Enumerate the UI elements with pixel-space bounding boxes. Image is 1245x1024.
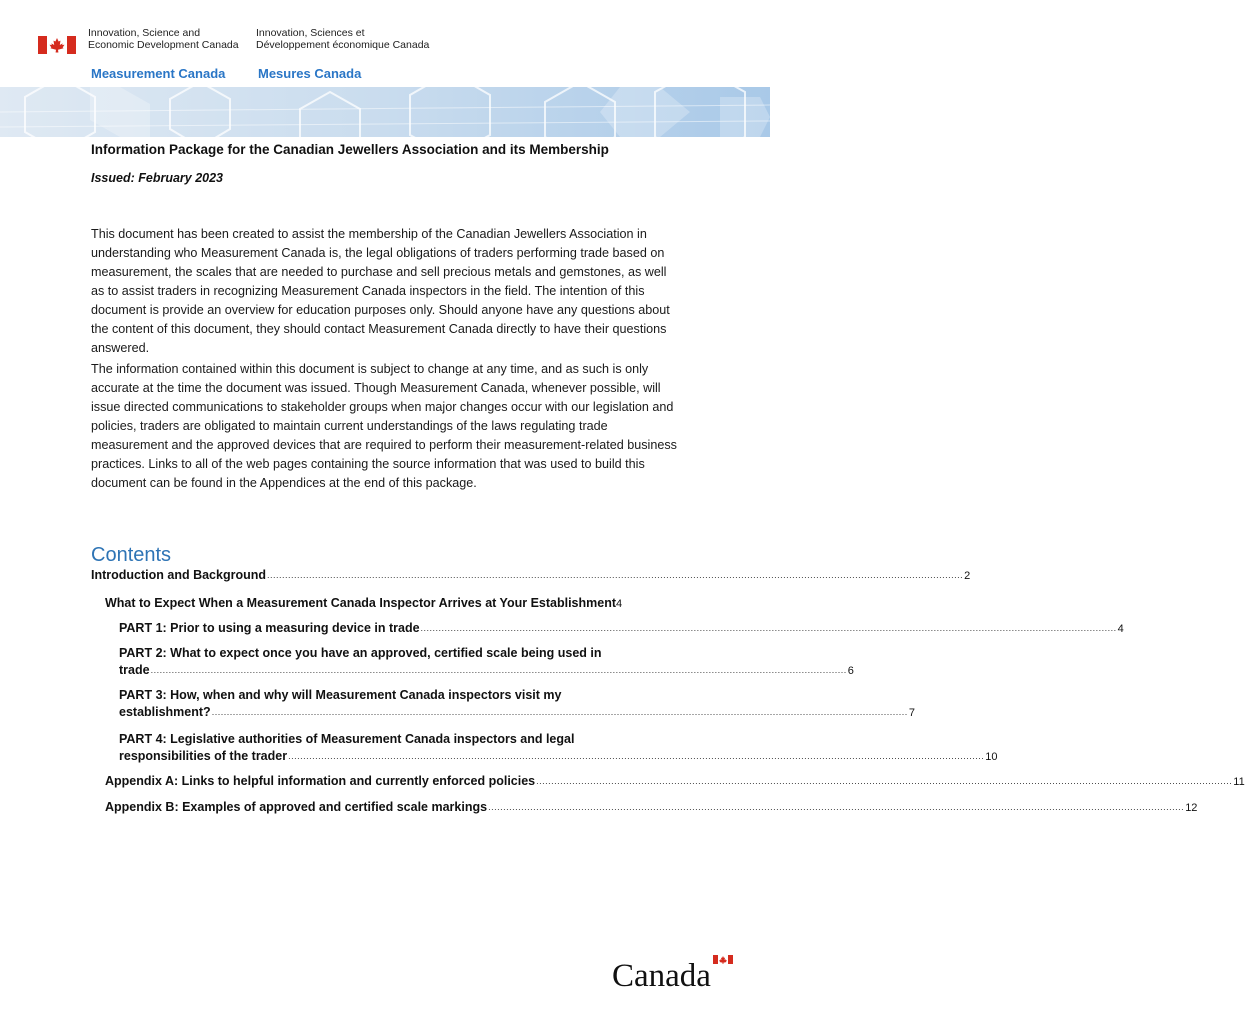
toc-leader: ........................................................................................................................................................................................................................................: [536, 776, 1233, 786]
toc-page-number: 7: [908, 707, 915, 719]
toc-entry-introduction[interactable]: [91, 568, 971, 582]
toc-entry-title-cont: establishment?: [119, 705, 211, 719]
canada-wordmark-text: Canada: [612, 958, 711, 994]
toc-entry-title: Appendix B: Examples of approved and certified scale markings: [105, 800, 488, 814]
toc-entry-appendix-b[interactable]: [105, 800, 1198, 814]
toc-entry-title-cont: trade: [119, 663, 150, 677]
department-name-french: [256, 27, 429, 51]
toc-page-number: 11: [1233, 776, 1245, 788]
toc-entry-title: PART 1: Prior to using a measuring device in trade: [119, 621, 420, 635]
toc-leader: ........................................................................................................................................................................................................................................: [267, 570, 964, 580]
intro-paragraph-2: The information contained within this document is subject to change at any time, and as such is only accurate at the time the document was issued. Though Measurement Canada, whenever possible, will issue directed communications to stakeholder groups when major changes occur with our legislation and policies, traders are obligated to maintain current understandings of the laws regulating trade measurement and the approved devices that are required to perform their measurement-related business practices. Links to all of the web pages containing the source information that was used to build this document can be found in the Appendices at the end of this package.: [91, 362, 677, 490]
toc-entry-continuation: [119, 749, 998, 763]
toc-entry-part-3[interactable]: [119, 688, 915, 719]
issued-date: Issued: February 2023: [91, 171, 224, 185]
toc-leader: ........................................................................................................................................................................................................................................: [420, 623, 1117, 633]
toc-entry-title: Introduction and Background: [91, 568, 266, 582]
wordmark-flag-icon: [713, 955, 733, 964]
toc-entry-continuation: [119, 705, 915, 719]
toc-page-number: 2: [964, 570, 971, 582]
dept-fr-line2: Développement économique Canada: [256, 39, 430, 51]
toc-entry-title: What to Expect When a Measurement Canada Inspector Arrives at Your Establishment: [105, 596, 617, 610]
measurement-canada-label: Measurement Canada: [91, 66, 226, 81]
toc-entry-part-4[interactable]: [119, 732, 998, 763]
toc-entry-title-cont: responsibilities of the trader: [119, 749, 288, 763]
intro-paragraph-1: This document has been created to assist the membership of the Canadian Jewellers Association in understanding who Measurement Canada is, the legal obligations of traders performing trade based on measurement, the scales that are needed to purchase and sell precious metals and gemstones, as well as to assist traders in recognizing Measurement Canada inspectors in the field. The intention of this document is provide an overview for education purposes only. Should anyone have any questions about the content of this document, they should contact Measurement Canada directly to have their questions answered.: [91, 227, 670, 355]
canada-wordmark-logo: [612, 952, 734, 992]
toc-leader: ........................................................................................................................................................................................................................................: [150, 665, 847, 675]
canada-flag-icon: [38, 36, 76, 54]
toc-entry-part-2[interactable]: [119, 646, 854, 677]
toc-entry-title: PART 4: Legislative authorities of Measurement Canada inspectors and legal: [119, 732, 575, 746]
toc-leader: ........................................................................................................................................................................................................................................: [288, 751, 985, 761]
toc-page-number: 10: [985, 751, 998, 763]
toc-leader: ........................................................................................................................................................................................................................................: [488, 802, 1185, 812]
toc-entry-title: PART 2: What to expect once you have an approved, certified scale being used in: [119, 646, 602, 660]
toc-page-number: 4: [1117, 623, 1124, 635]
dept-en-line2: Economic Development Canada: [88, 39, 239, 51]
dept-en-line1: Innovation, Science and: [88, 27, 201, 39]
toc-entry-what-to-expect[interactable]: [105, 596, 679, 610]
toc-page-number: 4: [616, 598, 623, 610]
department-name-english: [88, 27, 239, 51]
toc-page-number: 12: [1185, 802, 1198, 814]
document-title: Information Package for the Canadian Jewellers Association and its Membership: [91, 142, 609, 157]
header-banner: [0, 87, 770, 137]
toc-entry-part-1[interactable]: [119, 621, 1124, 635]
dept-fr-line1: Innovation, Sciences et: [256, 27, 365, 39]
toc-entry-appendix-a[interactable]: [105, 774, 1245, 788]
toc-entry-continuation: [119, 663, 854, 677]
toc-page-number: 6: [847, 665, 854, 677]
toc-leader: ........................................................................................................................................................................................................................................: [211, 707, 908, 717]
toc-entry-title: PART 3: How, when and why will Measurement Canada inspectors visit my: [119, 688, 562, 702]
toc-entry-title: Appendix A: Links to helpful information and currently enforced policies: [105, 774, 536, 788]
mesures-canada-label: Mesures Canada: [258, 66, 362, 81]
contents-heading: Contents: [91, 544, 172, 566]
